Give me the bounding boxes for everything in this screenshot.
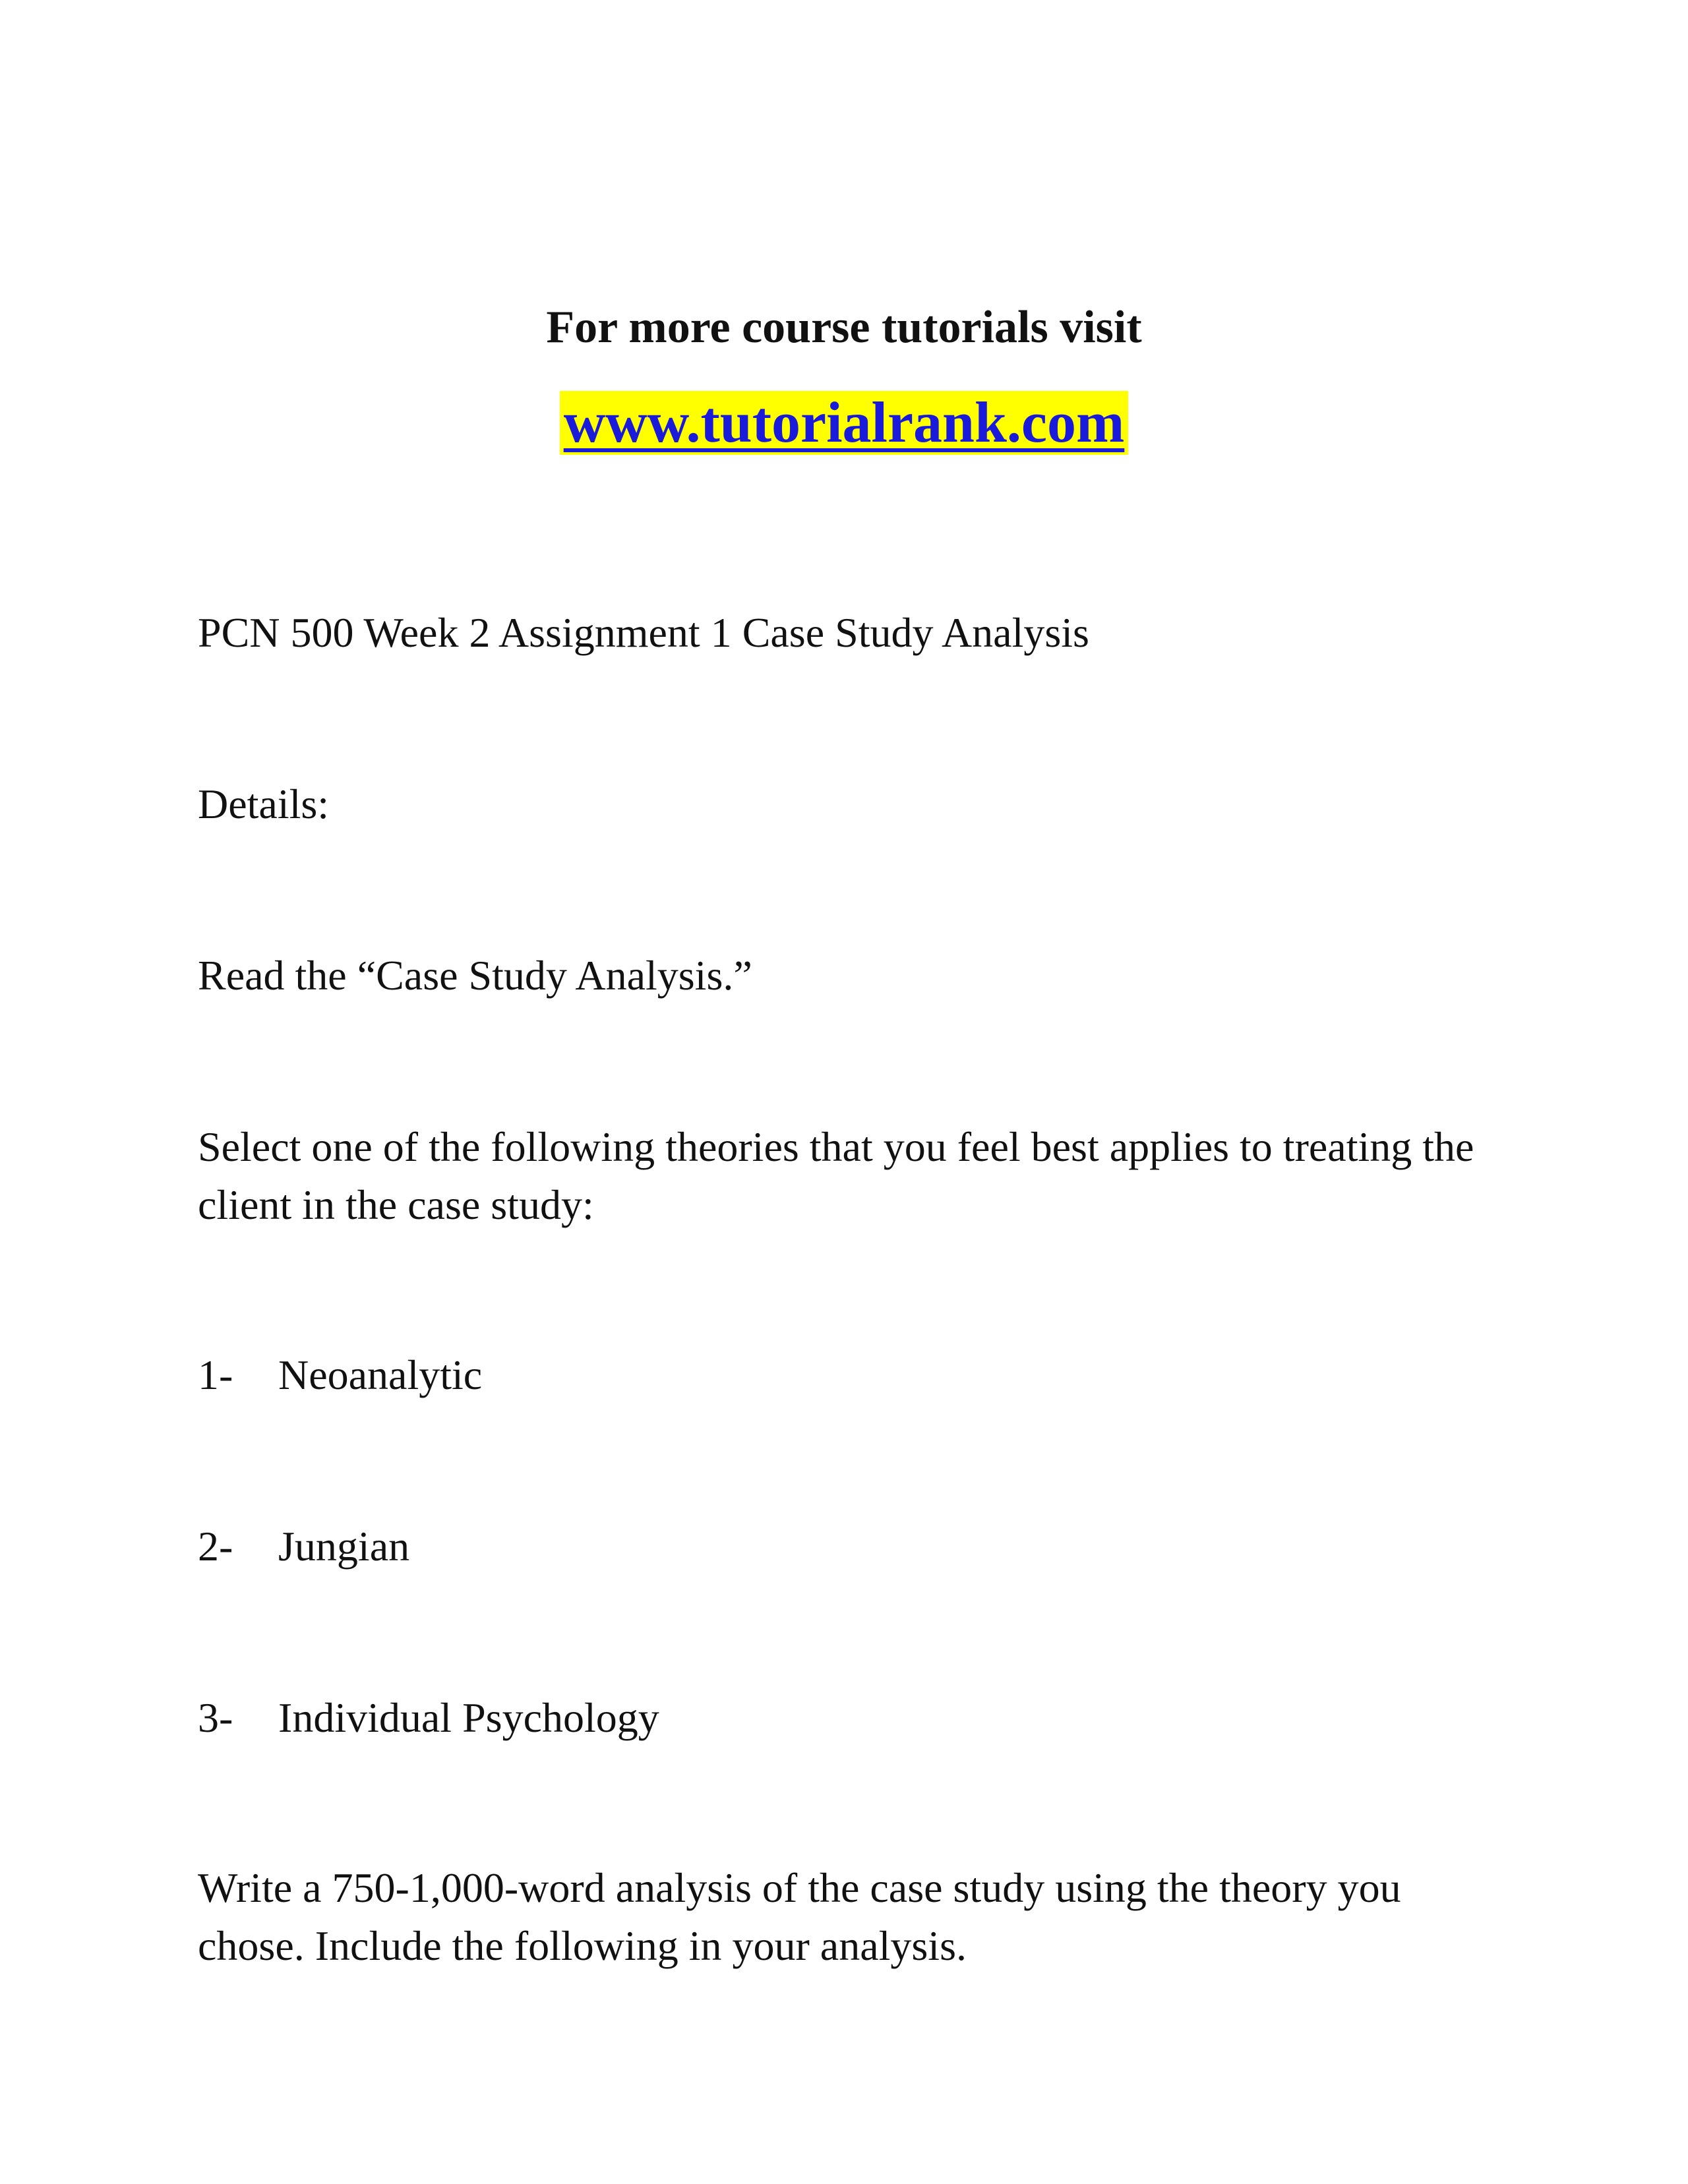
list-number: 3-: [198, 1694, 233, 1741]
list-number: 2-: [198, 1523, 233, 1570]
assignment-title: PCN 500 Week 2 Assignment 1 Case Study Analysis: [198, 609, 1089, 656]
list-number: 1-: [198, 1351, 233, 1398]
promo-heading: For more course tutorials visit: [546, 302, 1142, 353]
read-instruction: Read the “Case Study Analysis.”: [198, 952, 752, 999]
details-label: Details:: [198, 781, 330, 827]
theory-list-item: [198, 1346, 482, 1404]
write-instruction: Write a 750-1,000-word analysis of the case study using the theory you chose. Include the following in your analysis.: [198, 1864, 1401, 1969]
theory-name: Individual Psychology: [278, 1694, 659, 1741]
theory-list-item: [198, 1689, 659, 1747]
theory-list-item: [198, 1518, 409, 1576]
theory-name: Neoanalytic: [278, 1351, 483, 1398]
promo-link-container: [0, 389, 1688, 457]
theory-name: Jungian: [278, 1523, 410, 1570]
select-instruction: Select one of the following theories that you feel best applies to treating the client in the case study:: [198, 1123, 1474, 1228]
promo-link[interactable]: www.tutorialrank.com: [560, 391, 1129, 455]
